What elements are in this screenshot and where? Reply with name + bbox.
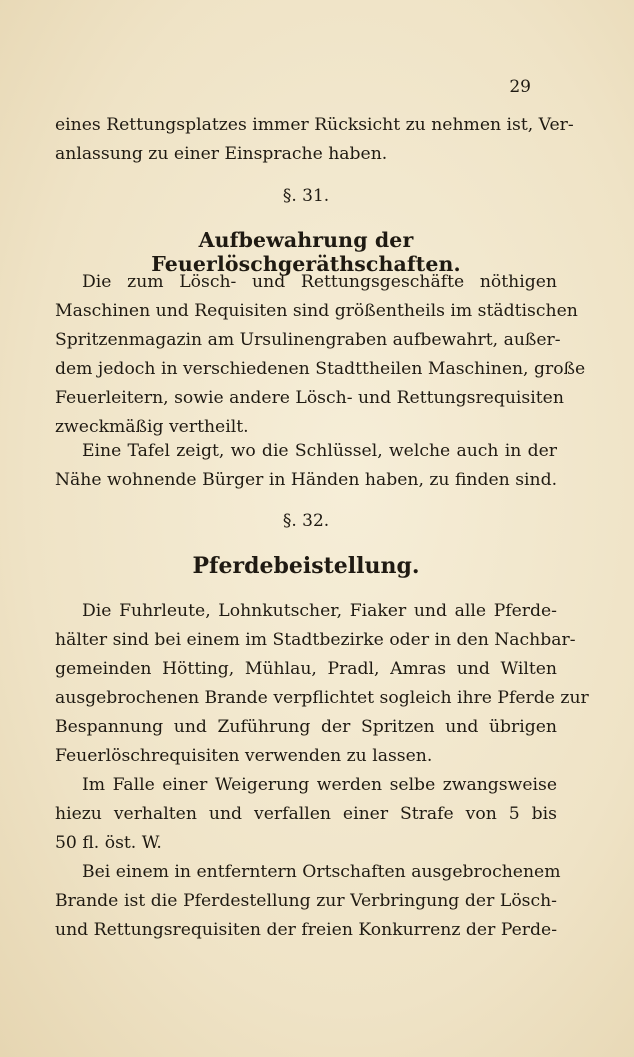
text-line: Brande ist die Pferdestellung zur Verbringung der Lösch-: [55, 891, 557, 911]
text-line: Maschinen und Requisiten sind größentheils im städtischen: [55, 301, 578, 321]
text-line: Spritzenmagazin am Ursulinengraben aufbewahrt, außer-: [55, 330, 561, 350]
text-line: Im Falle einer Weigerung werden selbe zwangsweise: [82, 775, 557, 795]
text-line: zweckmäßig vertheilt.: [55, 417, 249, 437]
text-line: 50 fl. öst. W.: [55, 833, 162, 853]
section-heading: Aufbewahrung der Feuerlöschgeräthschaften.: [151, 228, 461, 276]
text-line: und Rettungsrequisiten der freien Konkurrenz der Perde-: [55, 920, 557, 940]
text-line: Eine Tafel zeigt, wo die Schlüssel, welche auch in der: [82, 441, 557, 461]
text-line: hälter sind bei einem im Stadtbezirke oder in den Nachbar-: [55, 630, 576, 650]
text-line: hiezu verhalten und verfallen einer Strafe von 5 bis: [55, 804, 557, 824]
text-line: Die Fuhrleute, Lohnkutscher, Fiaker und alle Pferde-: [82, 601, 557, 621]
text-line: Feuerlöschrequisiten verwenden zu lassen.: [55, 746, 433, 766]
text-line: gemeinden Hötting, Mühlau, Pradl, Amras und Wilten: [55, 659, 557, 679]
section-heading: Pferdebeistellung.: [192, 553, 420, 579]
section-number: §. 32.: [282, 511, 330, 531]
text-line: Bei einem in entferntern Ortschaften ausgebrochenem: [82, 862, 561, 882]
text-line: Feuerleitern, sowie andere Lösch- und Rettungsrequisiten: [55, 388, 564, 408]
text-line: anlassung zu einer Einsprache haben.: [55, 144, 388, 164]
page-number: 29: [509, 77, 531, 97]
text-line: dem jedoch in verschiedenen Stadttheilen Maschinen, große: [55, 359, 586, 379]
text-line: Bespannung und Zuführung der Spritzen und übrigen: [55, 717, 557, 737]
text-line: Die zum Lösch- und Rettungsgeschäfte nöthigen: [82, 272, 557, 292]
text-line: ausgebrochenen Brande verpflichtet sogleich ihre Pferde zur: [55, 688, 589, 708]
text-line: Nähe wohnende Bürger in Händen haben, zu finden sind.: [55, 470, 558, 490]
section-number: §. 31.: [282, 186, 330, 206]
text-line: eines Rettungsplatzes immer Rücksicht zu nehmen ist, Ver-: [55, 115, 574, 135]
